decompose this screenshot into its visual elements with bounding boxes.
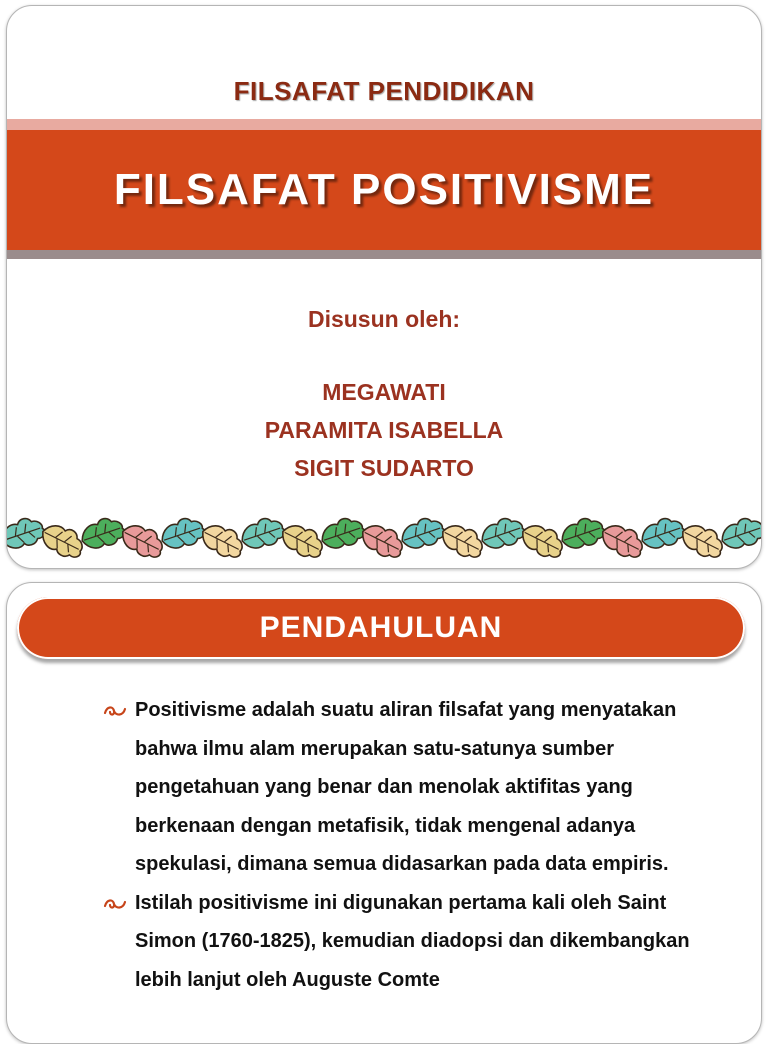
swirl-bullet-icon [103,896,127,912]
list-item [103,884,721,1000]
course-title: FILSAFAT PENDIDIKAN [233,76,535,106]
leaf-icon [718,513,762,554]
bullet-text: Positivisme adalah suatu aliran filsafat yang menyatakan bahwa ilmu alam merupakan satu-satunya sumber pengetahuan yang benar dan menolak aktifitas yang berkenaan dengan metafisik, tidak mengenal adanya spekulasi, dimana semua didasarkan pada data empiris. [135,699,677,875]
title-band [7,130,761,250]
author-block [7,306,761,487]
leaf-icon [78,513,128,554]
author-name: MEGAWATI [322,379,446,405]
intro-slide [6,582,762,1044]
accent-band-top [7,119,761,130]
leaf-icon [677,519,728,562]
leaf-icon [478,513,528,554]
leaf-icon [7,513,48,554]
presentation-title: FILSAFAT POSITIVISME [113,165,655,214]
bullet-text: Istilah positivisme ini digunakan pertama kali oleh Saint Simon (1760-1825), kemudian diadopsi dan dikembangkan lebih lanjut oleh Auguste Comte [135,891,690,991]
author-name: PARAMITA ISABELLA [264,417,504,443]
leaf-icon [277,519,328,562]
leaf-border-icon [7,511,762,563]
leaf-icon [318,513,368,554]
title-slide [6,5,762,569]
section-heading: PENDAHULUAN [259,611,503,644]
section-heading-bar [17,597,745,659]
leaf-icon [357,519,408,562]
leaf-icon [117,519,168,562]
leaf-icon [597,519,648,562]
leaf-icon [517,519,568,562]
leaf-icon [638,513,688,554]
list-item [103,691,721,884]
composed-by-label: Disusun oleh: [307,306,461,332]
swirl-bullet-icon [103,703,127,719]
bullet-list [103,691,721,999]
accent-band-bottom [7,250,761,259]
author-name: SIGIT SUDARTO [294,455,474,481]
leaf-icon [37,519,88,562]
leaf-icon [197,519,248,562]
leaf-icon [437,519,488,562]
leaf-icon [558,513,608,554]
leaf-icon [238,513,288,554]
leaf-icon [158,513,208,554]
leaf-icon [398,513,448,554]
